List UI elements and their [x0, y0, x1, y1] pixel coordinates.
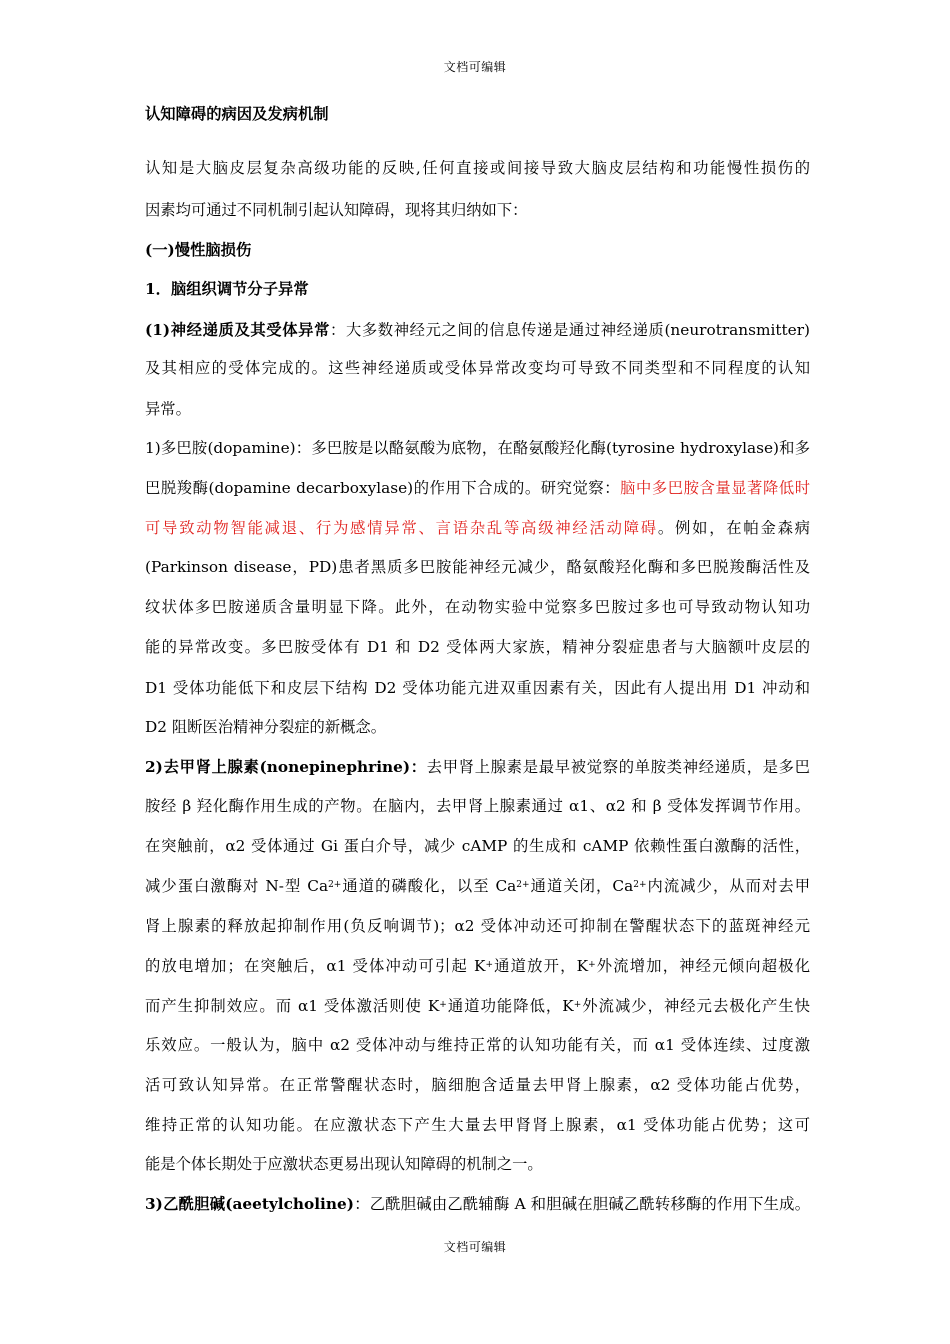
paragraph-line: 异常。	[145, 400, 191, 418]
text-run: 去甲肾上腺素是最早被觉察的单胺类神经递质，是多巴	[426, 758, 810, 776]
text-run: 巴脱羧酶(dopamine decarboxylase)的作用下合成的。研究觉察：	[145, 479, 621, 497]
text-run: 减少蛋白激酶对 N-型 Ca	[145, 877, 329, 895]
paragraph-line	[145, 1194, 810, 1214]
text-run: 而产生抑制效应。而 α1 受体激活则使 K	[145, 997, 440, 1015]
highlighted-text: 脑中多巴胺含量显著降低时	[620, 479, 810, 497]
superscript: +	[573, 1000, 582, 1010]
subsection-heading: 1．脑组织调节分子异常	[145, 280, 309, 298]
superscript: 2+	[328, 880, 342, 890]
bold-term: (1)神经递质及其受体异常	[145, 321, 331, 339]
text-run: 内流减少，从而对去甲	[646, 877, 810, 895]
paragraph-line: 及其相应的受体完成的。这些神经递质或受体异常改变均可导致不同类型和不同程度的认知	[145, 359, 810, 377]
text-run: 通道的磷酸化，以至 Ca	[341, 877, 517, 895]
paragraph-line: 在突触前，α2 受体通过 Gi 蛋白介导，减少 cAMP 的生成和 cAMP 依赖性蛋白激酶的活性，	[145, 837, 810, 855]
page-header: 文档可编辑	[443, 60, 507, 74]
superscript: +	[485, 960, 493, 970]
superscript: +	[439, 1000, 447, 1010]
section-heading: (一)慢性脑损伤	[145, 241, 252, 259]
bold-term: 2)去甲肾上腺素(nonepinephrine)：	[145, 758, 427, 776]
page-footer: 文档可编辑	[443, 1240, 507, 1254]
paragraph-line: 乐效应。一般认为，脑中 α2 受体冲动与维持正常的认知功能有关，而 α1 受体连续、过度激	[145, 1036, 810, 1054]
text-run: 。例如，在帕金森病	[657, 519, 810, 537]
text-run: 外流增加，神经元倾向超极化	[595, 957, 810, 975]
text-run: ：乙酰胆碱由乙酰辅酶 A 和胆碱在胆碱乙酰转移酶的作用下生成。	[353, 1195, 810, 1213]
paragraph-line: 能是个体长期处于应激状态更易出现认知障碍的机制之一。	[145, 1155, 543, 1173]
superscript: 2+	[516, 880, 530, 890]
text-run: 通道关闭，Ca	[529, 877, 634, 895]
document-title: 认知障碍的病因及发病机制	[145, 105, 329, 123]
paragraph-line	[145, 996, 810, 1016]
text-run: 的放电增加；在突触后，α1 受体冲动可引起 K	[145, 957, 486, 975]
text-run: 通道放开，K	[492, 957, 589, 975]
highlighted-text: 可导致动物智能减退、行为感情异常、言语杂乱等高级神经活动障碍	[145, 519, 658, 537]
superscript: +	[588, 960, 596, 970]
paragraph-line	[145, 757, 810, 777]
paragraph-line	[145, 478, 810, 498]
superscript: 2+	[633, 880, 647, 890]
paragraph-line: 1)多巴胺(dopamine)：多巴胺是以酪氨酸为底物，在酪氨酸羟化酶(tyrosine hydroxylase)和多	[145, 439, 810, 457]
paragraph-line: 能的异常改变。多巴胺受体有 D1 和 D2 受体两大家族，精神分裂症患者与大脑额叶皮层的	[145, 638, 810, 656]
paragraph-line	[145, 876, 810, 896]
text-run: 外流减少，神经元去极化产生快	[581, 997, 810, 1015]
text-run: ：大多数神经元之间的信息传递是通过神经递质(neurotransmitter)	[330, 321, 811, 339]
intro-line-1: 认知是大脑皮层复杂高级功能的反映,任何直接或间接导致大脑皮层结构和功能慢性损伤的	[145, 159, 810, 177]
paragraph-line	[145, 956, 810, 976]
bold-term: 3)乙酰胆碱(aeetylcholine)	[145, 1195, 354, 1213]
paragraph-line: 肾上腺素的释放起抑制作用(负反响调节)；α2 受体冲动还可抑制在警醒状态下的蓝斑神经元	[145, 917, 810, 935]
intro-line-2: 因素均可通过不同机制引起认知障碍，现将其归纳如下：	[145, 201, 528, 219]
paragraph-line: D2 阻断医治精神分裂症的新概念。	[145, 718, 387, 736]
paragraph-line: D1 受体功能低下和皮层下结构 D2 受体功能亢进双重因素有关，因此有人提出用 D1 冲动和	[145, 679, 810, 697]
paragraph-line: 活可致认知异常。在正常警醒状态时，脑细胞含适量去甲肾上腺素，α2 受体功能占优势，	[145, 1076, 810, 1094]
text-run: 通道功能降低，K	[446, 997, 574, 1015]
paragraph-line: (Parkinson disease，PD)患者黑质多巴胺能神经元减少，酪氨酸羟化酶和多巴脱羧酶活性及	[145, 558, 810, 576]
paragraph-line: 维持正常的认知功能。在应激状态下产生大量去甲肾肾上腺素，α1 受体功能占优势；这可	[145, 1116, 810, 1134]
paragraph-line	[145, 518, 810, 538]
paragraph-line	[145, 320, 810, 340]
paragraph-line: 胺经 β 羟化酶作用生成的产物。在脑内，去甲肾上腺素通过 α1、α2 和 β 受体发挥调节作用。	[145, 797, 810, 815]
paragraph-line: 纹状体多巴胺递质含量明显下降。此外，在动物实验中觉察多巴胺过多也可导致动物认知功	[145, 598, 810, 616]
